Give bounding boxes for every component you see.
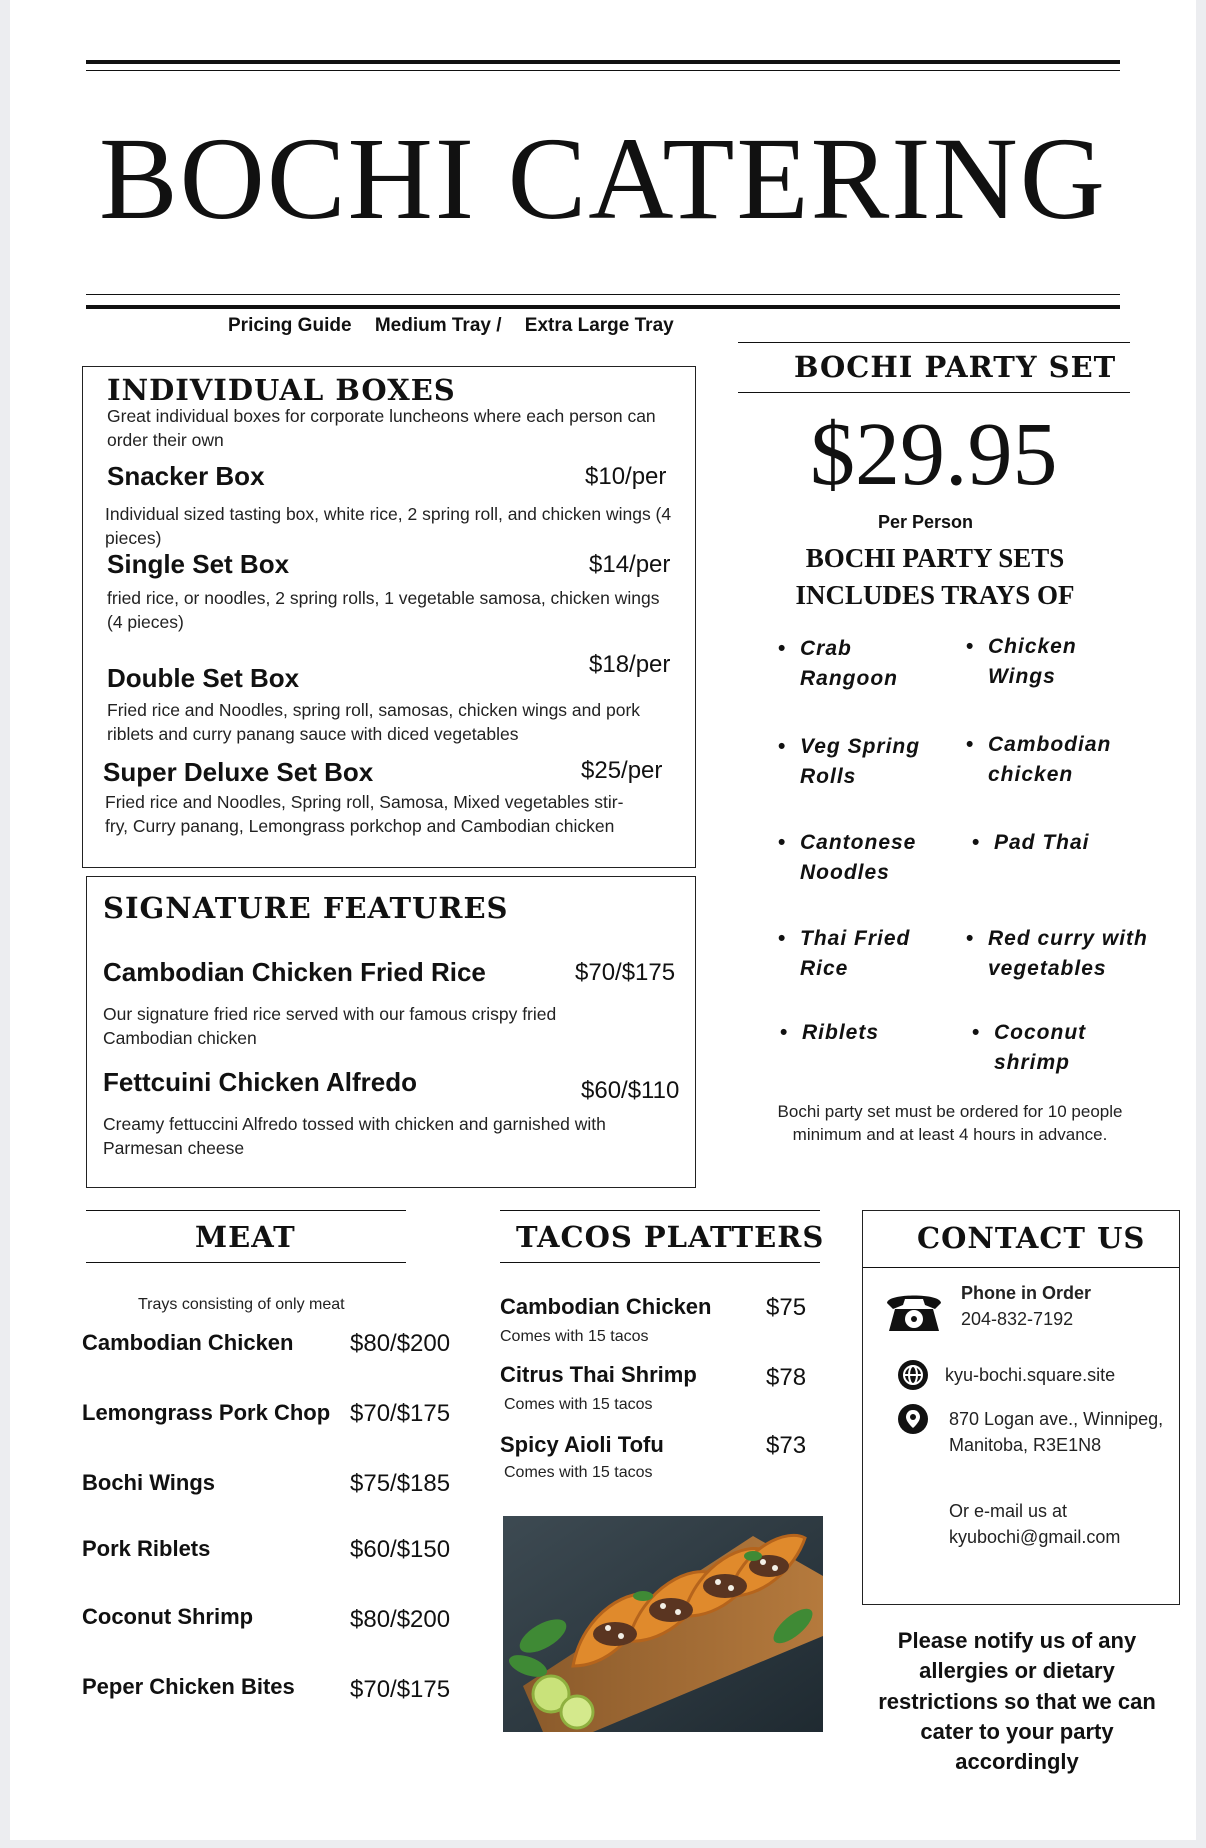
party-rule-bottom: [738, 392, 1130, 393]
tacos-rule-top: [500, 1210, 820, 1211]
tray-item: • Thai Fried Rice: [800, 924, 920, 985]
party-set-note: Bochi party set must be ordered for 10 people minimum and at least 4 hours in advance.: [777, 1102, 1123, 1145]
menu-item-price: $18/per: [589, 651, 671, 678]
taco-item-sub: Comes with 15 tacos: [500, 1328, 649, 1345]
meat-heading: MEAT: [195, 1220, 296, 1254]
pricing-guide-label: Pricing Guide: [228, 315, 352, 336]
phone-label: Phone in Order: [961, 1283, 1092, 1303]
menu-item-name: Single Set Box: [107, 549, 290, 579]
menu-item-desc: fried rice, or noodles, 2 spring rolls, 1 vegetable samosa, chicken wings (4 pieces): [107, 588, 660, 632]
tray-item: • Crab Rangoon: [800, 634, 920, 695]
menu-item-price: $70/$175: [575, 959, 676, 986]
tacos-photo-art: [503, 1516, 823, 1732]
meat-item-name: Coconut Shrimp: [82, 1604, 254, 1629]
location-pin-icon: [897, 1403, 929, 1435]
email-address[interactable]: kyubochi@gmail.com: [949, 1527, 1121, 1547]
pricing-guide-medium: Medium Tray /: [374, 315, 502, 336]
meat-item-name: Bochi Wings: [82, 1470, 216, 1495]
signature-features-section: [86, 876, 696, 1188]
meat-item-price: $80/$200: [350, 1330, 451, 1357]
tacos-heading: TACOS PLATTERS: [516, 1220, 825, 1254]
individual-boxes-heading: INDIVIDUAL BOXES: [107, 373, 456, 407]
pricing-guide-xl: Extra Large Tray: [524, 315, 674, 336]
party-price: $29.95: [810, 405, 1058, 504]
menu-item-desc: Fried rice and Noodles, Spring roll, Samosa, Mixed vegetables stir-fry, Curry panang, Lemongrass porkchop and Cambodian chicken: [105, 792, 624, 836]
tray-item: • Pad Thai: [994, 828, 1134, 858]
menu-item-desc: Individual sized tasting box, white rice, 2 spring roll, and chicken wings (4 pieces): [105, 504, 672, 548]
phone-icon: [883, 1287, 945, 1335]
tray-item: • Red curry with vegetables: [988, 924, 1168, 985]
address-line-2: Manitoba, R3E1N8: [949, 1435, 1102, 1455]
taco-item-price: $73: [766, 1432, 807, 1459]
header-rule-thin: [86, 294, 1120, 295]
party-rule-top: [738, 342, 1130, 343]
contact-rule: [863, 1267, 1179, 1268]
signature-features-heading: SIGNATURE FEATURES: [103, 891, 509, 925]
tacos-photo: [503, 1516, 823, 1732]
taco-item-price: $78: [766, 1364, 807, 1391]
taco-item-sub: Comes with 15 tacos: [504, 1396, 653, 1413]
tray-item: • Chicken Wings: [988, 632, 1108, 693]
contact-heading: CONTACT US: [917, 1221, 1146, 1255]
menu-item-desc: Creamy fettuccini Alfredo tossed with chicken and garnished with Parmesan cheese: [103, 1114, 606, 1158]
menu-item-desc: Our signature fried rice served with our famous crispy fried Cambodian chicken: [103, 1004, 557, 1048]
website-link[interactable]: kyu-bochi.square.site: [945, 1365, 1116, 1385]
menu-item-name: Cambodian Chicken Fried Rice: [103, 957, 486, 987]
meat-item-name: Cambodian Chicken: [82, 1330, 294, 1355]
email-label: Or e-mail us at: [949, 1501, 1068, 1521]
menu-item-name: Snacker Box: [107, 461, 265, 491]
menu-item-price: $14/per: [589, 551, 671, 578]
tray-item: • Coconut shrimp: [994, 1018, 1114, 1079]
top-rule-thick: [86, 60, 1120, 64]
party-set-heading: BOCHI PARTY SET: [794, 350, 1117, 384]
pricing-guide: [228, 315, 692, 337]
allergy-notice: Please notify us of any allergies or dietary restrictions so that we can cater to your party accordingly: [878, 1628, 1156, 1775]
top-rule-thin: [86, 70, 1120, 71]
taco-item-name: Citrus Thai Shrimp: [500, 1362, 697, 1387]
meat-item-price: $70/$175: [350, 1400, 451, 1427]
meat-item-price: $60/$150: [350, 1536, 451, 1563]
meat-item-price: $70/$175: [350, 1676, 451, 1703]
taco-item-name: Cambodian Chicken: [500, 1294, 712, 1319]
party-per-person: Per Person: [878, 512, 974, 532]
header-rule-thick: [86, 305, 1120, 309]
menu-item-price: $60/$110: [581, 1077, 680, 1104]
meat-item-price: $75/$185: [350, 1470, 451, 1497]
tray-item: • Cantonese Noodles: [800, 828, 940, 889]
meat-item-price: $80/$200: [350, 1606, 451, 1633]
meat-item-name: Lemongrass Pork Chop: [82, 1400, 331, 1425]
meat-rule-top: [86, 1210, 406, 1211]
menu-page: [10, 0, 1196, 1840]
taco-item-name: Spicy Aioli Tofu: [500, 1432, 664, 1457]
meat-subtitle: Trays consisting of only meat: [138, 1296, 345, 1313]
meat-item-name: Pork Riblets: [82, 1536, 211, 1561]
tacos-rule-bottom: [500, 1262, 820, 1263]
menu-item-price: $25/per: [581, 757, 663, 784]
taco-item-sub: Comes with 15 tacos: [504, 1464, 653, 1481]
tray-item: • Riblets: [802, 1018, 922, 1048]
menu-item-name: Fettcuini Chicken Alfredo: [103, 1067, 417, 1097]
contact-section: [862, 1210, 1180, 1605]
meat-item-name: Peper Chicken Bites: [82, 1674, 295, 1699]
menu-item-desc: Fried rice and Noodles, spring roll, samosas, chicken wings and pork riblets and curry panang sauce with diced vegetables: [107, 700, 641, 744]
menu-item-price: $10/per: [585, 463, 667, 490]
globe-icon: [897, 1359, 929, 1391]
taco-item-price: $75: [766, 1294, 807, 1321]
meat-rule-bottom: [86, 1262, 406, 1263]
menu-item-name: Super Deluxe Set Box: [103, 757, 374, 787]
menu-item-name: Double Set Box: [107, 663, 300, 693]
tray-item: • Cambodian chicken: [988, 730, 1128, 791]
individual-boxes-section: [82, 366, 696, 868]
address-line-1: 870 Logan ave., Winnipeg,: [949, 1409, 1164, 1429]
phone-number[interactable]: 204-832-7192: [961, 1309, 1074, 1329]
individual-boxes-intro: Great individual boxes for corporate luncheons where each person can order their own: [107, 406, 656, 450]
page-title: BOCHI CATERING: [98, 113, 1108, 244]
party-includes-heading: BOCHI PARTY SETS INCLUDES TRAYS OF: [795, 543, 1075, 611]
tray-item: • Veg Spring Rolls: [800, 732, 940, 793]
